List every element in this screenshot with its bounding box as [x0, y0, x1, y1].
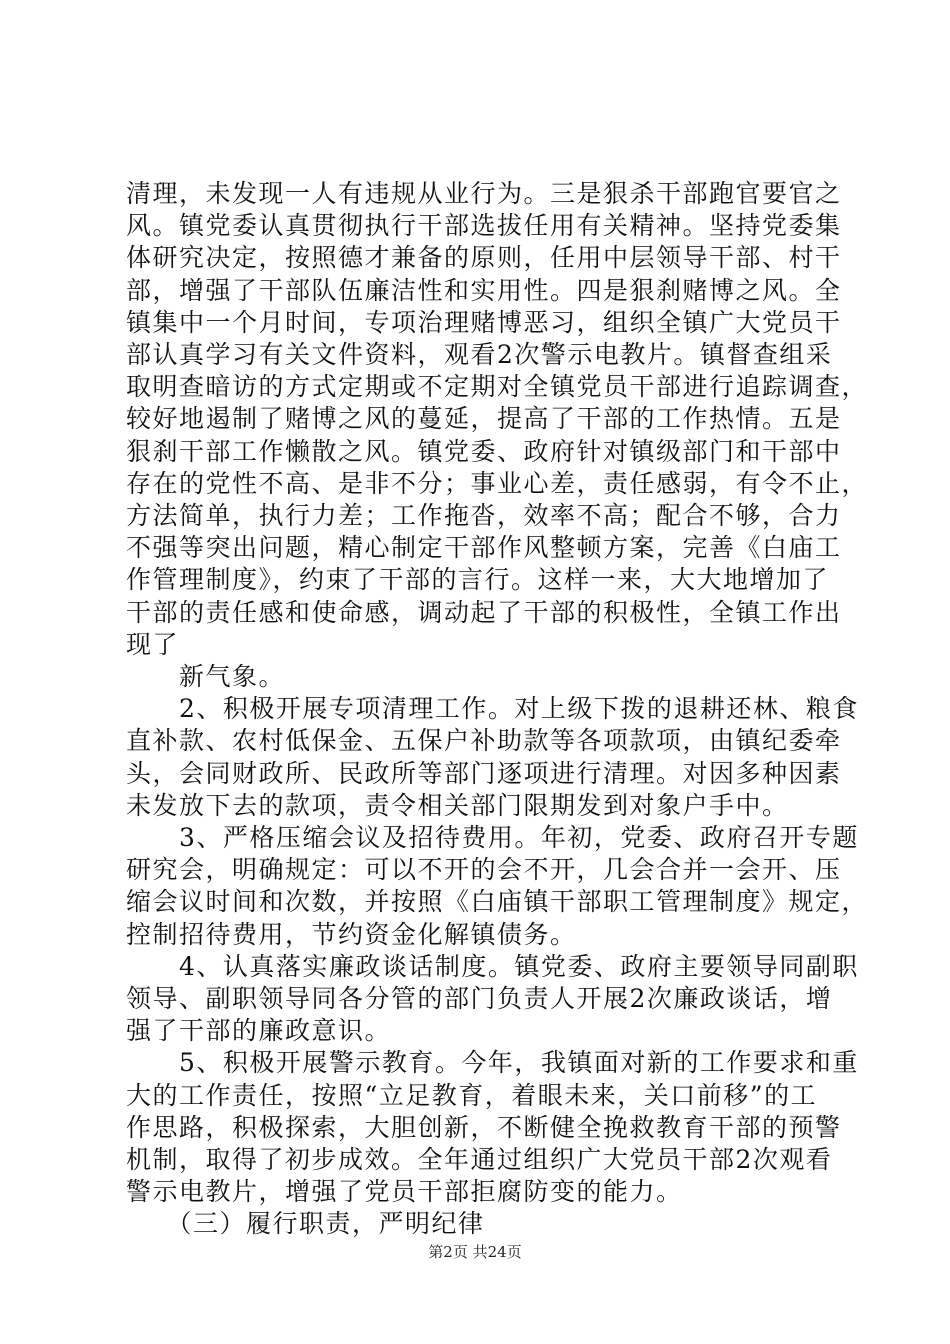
text-line: 干部的责任感和使命感，调动起了干部的积极性，全镇工作出	[126, 597, 842, 627]
text-line: 较好地遏制了赌博之风的蔓延，提高了干部的工作热情。五是	[126, 404, 842, 434]
text-line: 部认真学习有关文件资料，观看2次警示电教片。镇督查组采	[126, 340, 833, 369]
text-line: 方法简单，执行力差；工作拖沓，效率不高；配合不够，合力	[126, 501, 842, 530]
text-line: 未发放下去的款项，责令相关部门限期发到对象户手中。	[126, 790, 789, 820]
text-line: 不强等突出问题，精心制定干部作风整顿方案，完善《白庙工	[126, 533, 842, 563]
text-line: 部，增强了干部队伍廉洁性和实用性。四是狠刹赌博之风。全	[126, 275, 842, 305]
text-line: 4、认真落实廉政谈话制度。镇党委、政府主要领导同副职	[126, 951, 859, 981]
text-line: 头，会同财政所、民政所等部门逐项进行清理。对因多种因素	[126, 758, 842, 788]
text-line: （三）履行职责，严明纪律	[126, 1209, 485, 1239]
text-line: 直补款、农村低保金、五保户补助款等各项款项，由镇纪委牵	[126, 726, 842, 756]
text-line: 风。镇党委认真贯彻执行干部选拔任用有关精神。坚持党委集	[126, 211, 842, 241]
text-line: 控制招待费用，节约资金化解镇债务。	[126, 919, 577, 949]
text-line: 机制，取得了初步成效。全年通过组织广大党员干部2次观看	[126, 1145, 833, 1174]
text-line: 体研究决定，按照德才兼备的原则，任用中层领导干部、村干	[126, 243, 842, 273]
text-line: 现了	[126, 629, 180, 659]
text-line: 作管理制度》，约束了干部的言行。这样一来，大大地增加了	[126, 565, 830, 595]
text-line: 作思路，积极探索，大胆创新，不断健全挽救教育干部的预警	[126, 1112, 842, 1142]
text-line: 镇集中一个月时间，专项治理赌博恶习，组织全镇广大党员干	[126, 307, 842, 337]
text-line: 3、严格压缩会议及招待费用。年初，党委、政府召开专题	[126, 823, 859, 852]
text-line: 清理，未发现一人有违规从业行为。三是狠杀干部跑官要官之	[126, 179, 842, 208]
text-line: 2、积极开展专项清理工作。对上级下拨的退耕还林、粮食	[126, 694, 859, 724]
text-line: 存在的党性不高、是非不分；事业心差，责任感弱，有令不止，	[126, 468, 869, 498]
text-line: 警示电教片，增强了党员干部拒腐防变的能力。	[126, 1177, 683, 1207]
text-line: 大的工作责任，按照“立足教育，着眼未来，关口前移”的工	[126, 1080, 818, 1110]
text-line: 狠刹干部工作懒散之风。镇党委、政府针对镇级部门和干部中	[126, 436, 842, 466]
text-line: 强了干部的廉政意识。	[126, 1016, 392, 1046]
text-line: 研究会，明确规定：可以不开的会不开，几会合并一会开、压	[126, 855, 842, 885]
text-line: 新气象。	[126, 662, 286, 691]
text-line: 取明查暗访的方式定期或不定期对全镇党员干部进行追踪调查，	[126, 372, 869, 402]
page-footer: 第2页 共24页	[428, 1243, 522, 1261]
text-line: 5、积极开展警示教育。今年，我镇面对新的工作要求和重	[126, 1048, 859, 1078]
text-line: 缩会议时间和次数，并按照《白庙镇干部职工管理制度》规定，	[126, 887, 869, 917]
text-line: 领导、副职领导同各分管的部门负责人开展2次廉政谈话，增	[126, 984, 833, 1013]
